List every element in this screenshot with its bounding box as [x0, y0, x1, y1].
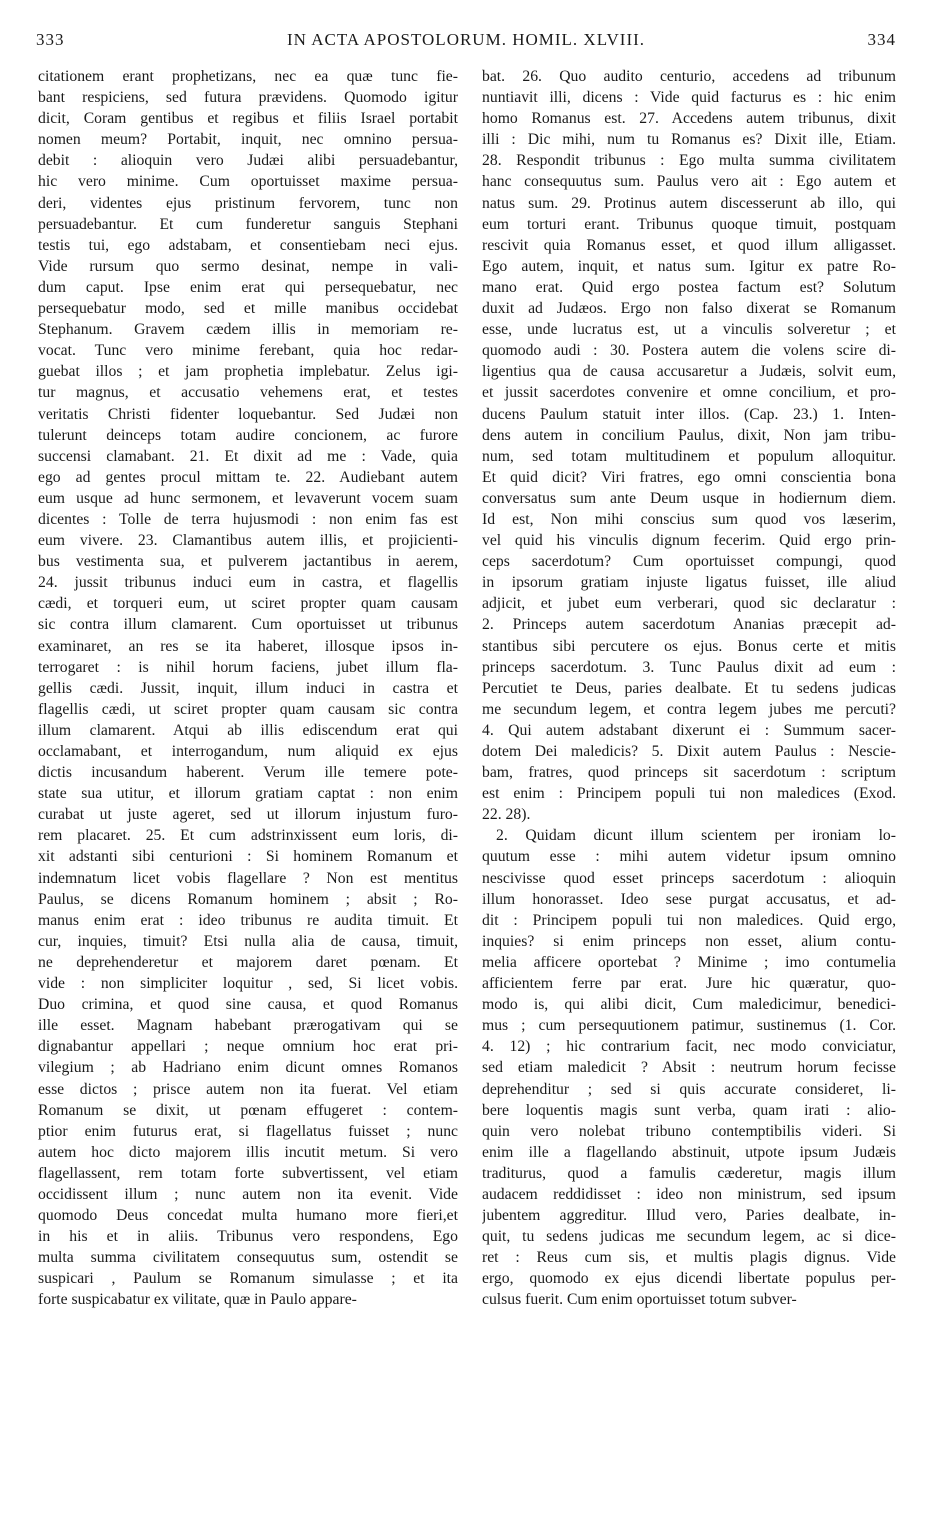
- text-line: et jussit sacerdotes convenire et omne concilium, et pro-: [482, 384, 896, 402]
- text-line: eum torturi erant. Tribunus quoque timuit, postquam: [482, 215, 896, 233]
- text-line: cædi, et torqueri eum, ut sciret propter quam causam: [38, 595, 458, 613]
- text-line: Et quid dicit? Viri fratres, ego omni conscientia bona: [482, 468, 896, 486]
- text-line: illum clamarent. Atqui ab illis ediscendum erat qui: [38, 721, 458, 739]
- text-line: nuntiavit illi, dicens : Vide quid facturus es : hic enim: [482, 89, 896, 107]
- text-line: ceps sacerdotum? Cum oportuisset compungi, quod: [482, 553, 896, 571]
- text-line: duxit ad Judæos. Ergo non falso dixerat se Romanum: [482, 300, 896, 318]
- text-line: hic vero minime. Cum oportuisset maxime persua-: [38, 173, 458, 191]
- text-line: princeps sacerdotum. 3. Tunc Paulus dixit ad eum :: [482, 658, 896, 676]
- text-line: veritatis Christi fidenter loquebantur. Sed Judæi non: [38, 405, 458, 423]
- text-line: 4. 12) ; hic contrarium facit, nec modo conviciatur,: [482, 1038, 896, 1056]
- page-number-right: 334: [867, 30, 896, 49]
- running-title: IN ACTA APOSTOLORUM. HOMIL. XLVIII.: [286, 30, 646, 49]
- text-line: 4. Qui autem adstabant dixerunt ei : Summum sacer-: [482, 721, 896, 739]
- text-line: forte suspicabatur ex vilitate, quæ in Paulo appare-: [38, 1291, 357, 1309]
- text-line: ret : Reus cum sis, et multis plagis dignus. Vide: [482, 1249, 896, 1267]
- text-line: Stephanum. Gravem cædem illis in memoriam re-: [38, 321, 458, 339]
- text-line: flagellis cædi, ut sciret propter quam causam sic contra: [38, 700, 458, 718]
- text-line: eum usque ad hunc sermonem, et levaverunt vocem suam: [38, 489, 458, 507]
- text-line: dum caput. Ipse enim erat qui persequebatur, nec: [38, 278, 458, 296]
- text-line: succensi clamabant. 21. Et dixit ad me : Vade, quia: [38, 447, 458, 465]
- left-text-column: [38, 66, 458, 1311]
- text-line: in his et in aliis. Tribunus vero respondens, Ego: [38, 1228, 458, 1246]
- text-line: debit : alioquin vero Judæi alibi persuadebantur,: [38, 152, 458, 170]
- text-line: conversatus sum ante Deum usque in hodiernum diem.: [482, 489, 896, 507]
- text-line: vide : non simpliciter loquitur , sed, Si licet vobis.: [38, 975, 458, 993]
- text-line: rem placaret. 25. Et cum adstrinxissent eum loris, di-: [38, 827, 458, 845]
- text-line: tur magnus, et accusatio vehemens erat, et testes: [38, 384, 458, 402]
- text-line: occidissent illum ; nunc autem non ita evenit. Vide: [38, 1185, 458, 1203]
- text-line: examinaret, an res se ita haberet, illosque ipsos in-: [38, 637, 458, 655]
- text-line: bam, fratres, quod princeps sit sacerdotum : scriptum: [482, 764, 896, 782]
- text-line: nescivisse quod esset princeps sacerdotum : alioquin: [482, 869, 896, 887]
- text-line: hanc consequutus sum. Paulus vero ait : Ego autem et: [482, 173, 896, 191]
- text-line: eum vivere. 23. Clamantibus autem illis, et projicienti-: [38, 532, 458, 550]
- text-line: ligentius qua de causa accusaretur a Judæis, solvit eum,: [482, 363, 896, 381]
- text-line: mus ; cum persequutionem patimur, sustinemus (1. Cor.: [482, 1017, 896, 1035]
- text-line: xit adstanti sibi centurioni : Si hominem Romanum et: [38, 848, 458, 866]
- text-line: flagellassent, rem totam forte subvertissent, vel etiam: [38, 1164, 458, 1182]
- text-line: enim ille a flagellando abstinuit, utpote ipsum Judæis: [482, 1143, 896, 1161]
- text-line: Percutiet te Deus, paries dealbate. Et tu sedens judicas: [482, 679, 896, 697]
- text-line: me secundum legem, et contra legem jubes me percuti?: [482, 700, 896, 718]
- text-line: suspicari , Paulum se Romanum simulasse ; et ita: [38, 1270, 458, 1288]
- text-line: bere loquentis magis sunt verba, quam irati : alio-: [482, 1101, 896, 1119]
- text-line: dens autem in concilium Paulus, dixit, Non jam tribu-: [482, 426, 896, 444]
- text-line: vocat. Tunc vero minime ferebant, quia hoc redar-: [38, 342, 458, 360]
- text-line: dotem Dei maledicis? 5. Dixit autem Paulus : Nescie-: [482, 743, 896, 760]
- text-line: dignabantur appellari ; neque omnium hoc erat pri-: [38, 1038, 458, 1056]
- text-line: audacem reddidisset : ideo non ministrum, sed ipsum: [482, 1185, 896, 1203]
- text-line: persequebatur modo, sed et mille manibus occidebat: [38, 300, 458, 318]
- text-line: esse dictos ; prisce autem non ita fuerat. Vel etiam: [38, 1080, 458, 1098]
- text-line: quutum esse : mihi autem videtur ipsum omnino: [482, 848, 896, 866]
- text-line: Paulus, se dicens Romanum hominem ; absit ; Ro-: [38, 890, 458, 908]
- text-line: curabat ut juste ageret, sed ut illorum injustum furo-: [38, 806, 458, 824]
- text-line: natus sum. 29. Protinus autem discesserunt ab illo, qui: [482, 194, 896, 212]
- text-line: nomen meum? Portabit, inquit, nec omnino persua-: [38, 131, 458, 149]
- text-line: Ego autem, inquit, et natus sum. Igitur ex patre Ro-: [482, 257, 896, 275]
- text-line: testis tui, ego adstabam, et consentiebam neci ejus.: [38, 236, 458, 254]
- text-line: Romanum se dixit, ut pœnam effugeret : contem-: [38, 1101, 458, 1119]
- text-line: tulerunt deinceps totam audire concionem, ac furore: [38, 426, 458, 444]
- text-line: est enim : Principem populi tui non maledices (Exod.: [482, 785, 896, 803]
- text-line: vel quid his vinculis dignum fecerim. Quid ergo prin-: [482, 532, 896, 550]
- text-line: afficientem ferre par erat. Jure hic quæratur, quo-: [482, 975, 896, 993]
- text-line: bant respiciens, sed futura prævidens. Quomodo igitur: [38, 89, 458, 107]
- text-line: bat. 26. Quo audito centurio, accedens ad tribunum: [482, 68, 896, 85]
- text-line: rescivit quia Romanus esset, et quod illum alligasset.: [482, 236, 896, 254]
- text-line: multa summa civilitatem consequutus sum, ostendit se: [38, 1249, 458, 1267]
- text-line: ego ad gentes procul mittam te. 22. Audiebant autem: [38, 468, 458, 486]
- text-line: indemnatum licet vobis flagellare ? Non est mentitus: [38, 869, 458, 887]
- text-line: deri, videntes ejus pristinum fervorem, tunc non: [38, 194, 458, 212]
- text-line: esse, unde lucratus est, ut a vinculis solveretur ; et: [482, 321, 896, 339]
- text-line: jubentem aggreditur. Illud vero, Paries dealbate, in-: [482, 1207, 896, 1225]
- text-line: adjicit, et jubet eum verberari, quod sic declaratur :: [482, 595, 896, 613]
- text-line: quomodo Deus concedat multa humano more fieri,et: [38, 1207, 458, 1225]
- text-line: melia afficere oportebat ? Minime ; imo contumelia: [482, 953, 896, 971]
- text-line: dicentes : Tolle de terra hujusmodi : non enim fas est: [38, 510, 458, 528]
- text-line: ducens Paulum statuit inter illos. (Cap. 23.) 1. Inten-: [482, 405, 896, 423]
- text-line: ille esset. Magnam habebant prærogativam qui se: [38, 1017, 458, 1035]
- text-line: persuadebantur. Et cum funderetur sanguis Stephani: [38, 215, 458, 233]
- text-line: ergo, quomodo ex ejus dicendi libertate populus per-: [482, 1270, 896, 1288]
- text-line: 2. Quidam dicunt illum scientem per ironiam lo-: [496, 827, 896, 845]
- text-line: illum honorasset. Ideo sese purgat accusatus, et ad-: [482, 890, 896, 908]
- text-line: mano erat. Quid ergo postea factum est? Solutum: [482, 278, 896, 296]
- text-line: bus vestimenta sua, et pulverem jactantibus in aerem,: [38, 553, 458, 571]
- text-line: in ipsorum gratiam injuste ligatus fuisset, ille aliud: [482, 574, 896, 592]
- text-line: occlamabant, et interrogandum, num aliquid ex ejus: [38, 743, 458, 760]
- text-line: culsus fuerit. Cum enim oportuisset totum subver-: [482, 1291, 797, 1309]
- text-line: 2. Princeps autem sacerdotum Ananias præcepit ad-: [482, 616, 896, 634]
- text-line: vilegium ; ab Hadriano enim dicunt omnes Romanos: [38, 1059, 458, 1077]
- text-line: ne deprehenderetur et majorem daret pœnam. Et: [38, 953, 458, 971]
- text-line: quin vero nolebat tribuno contemptibilis videri. Si: [482, 1122, 896, 1140]
- text-line: 24. jussit tribunus induci eum in castra, et flagellis: [38, 574, 458, 592]
- text-line: ptior enim futurus erat, si flagellatus fuisset ; nunc: [38, 1122, 458, 1140]
- text-line: sic contra illum clamarent. Cum oportuisset ut tribunus: [38, 616, 458, 634]
- text-line: state sua utitur, et illorum gratiam captat : non enim: [38, 785, 458, 803]
- text-line: terrogaret : is nihil horum faciens, jubet illum fla-: [38, 658, 458, 676]
- text-line: traditurus, quod a famulis cæderetur, magis illum: [482, 1164, 896, 1182]
- text-line: manus enim erat : ideo tribunus re audita timuit. Et: [38, 911, 458, 929]
- text-line: gellis cædi. Jussit, inquit, illum induci in castra et: [38, 679, 458, 697]
- text-line: 22. 28).: [482, 806, 531, 824]
- text-line: quomodo audi : 30. Postera autem die volens scire di-: [482, 342, 896, 360]
- text-line: Vide rursum quo sermo desinat, nempe in vali-: [38, 257, 458, 275]
- running-header: [36, 30, 896, 56]
- page-number-left: 333: [36, 30, 65, 49]
- text-line: guebat illos ; et jam prophetia implebatur. Zelus igi-: [38, 363, 458, 381]
- text-line: num, sed totam multitudinem et populum alloquitur.: [482, 447, 896, 465]
- text-line: dictis incusandum haberent. Verum ille temere pote-: [38, 764, 458, 782]
- text-line: dicit, Coram gentibus et regibus et filiis Israel portabit: [38, 110, 458, 128]
- text-line: homo Romanus est. 27. Accedens autem tribunus, dixit: [482, 110, 896, 128]
- text-line: 28. Respondit tribunus : Ego multa summa civilitatem: [482, 152, 896, 170]
- text-line: citationem erant prophetizans, nec ea quæ tunc fie-: [38, 68, 458, 85]
- text-line: dit : Principem populi tui non maledices. Quid ergo,: [482, 911, 896, 929]
- right-text-column: [482, 66, 896, 1311]
- text-line: illi : Dic mihi, num tu Romanus es? Dixit ille, Etiam.: [482, 131, 896, 149]
- text-line: modo is, qui alibi dicit, Cum maledicimur, benedici-: [482, 996, 896, 1014]
- text-line: sed etiam maledicit ? Absit : neutrum horum fecisse: [482, 1059, 896, 1077]
- text-line: deprehenditur ; sed si quis accurate consideret, li-: [482, 1080, 896, 1098]
- text-line: quit, tu sedens judicas me secundum legem, ac si dice-: [482, 1228, 896, 1246]
- text-line: Id est, Non mihi conscius sum quod vos læserim,: [482, 510, 896, 528]
- text-line: autem hoc dicto majorem illis incutit metum. Si vero: [38, 1143, 458, 1161]
- text-line: inquies? si enim princeps non esset, alium contu-: [482, 932, 896, 950]
- text-line: Duo crimina, et quod sine causa, et quod Romanus: [38, 996, 458, 1014]
- text-line: cur, inquies, timuit? Etsi nulla alia de causa, timuit,: [38, 932, 458, 950]
- text-line: stantibus sibi percutere os ejus. Bonus certe et mitis: [482, 637, 896, 655]
